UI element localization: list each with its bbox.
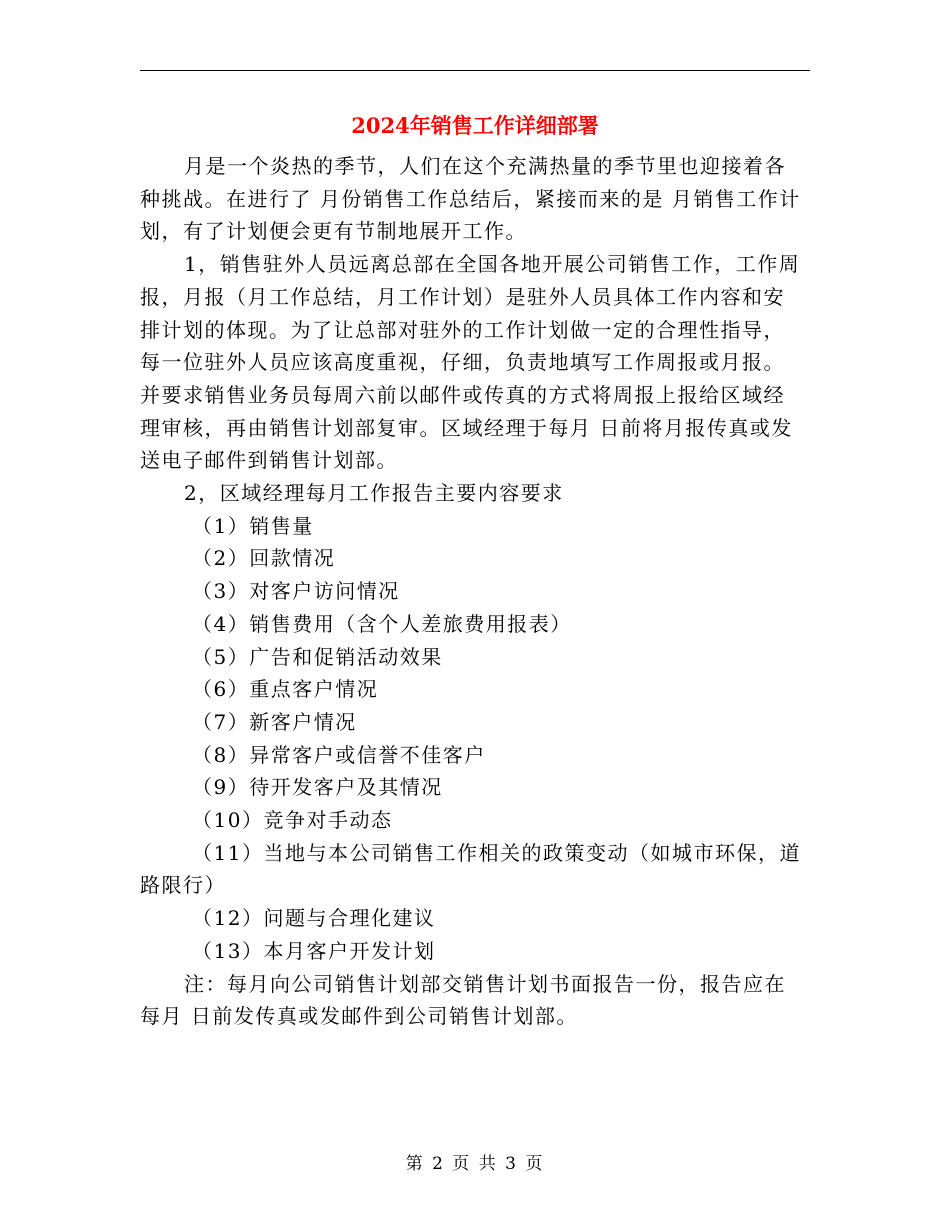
list-item: （6）重点客户情况 — [192, 677, 379, 702]
list-item: （2）回款情况 — [192, 546, 336, 571]
list-item: （4）销售费用（含个人差旅费用报表） — [192, 611, 572, 636]
header-rule — [140, 70, 810, 71]
document-title: 2024年销售工作详细部署 — [351, 113, 599, 138]
list-item: （5）广告和促销活动效果 — [192, 644, 443, 669]
list-item: （10）竞争对手动态 — [192, 808, 393, 833]
page-number: 第 2 页 共 3 页 — [405, 1154, 545, 1174]
intro-paragraph: 月是一个炎热的季节，人们在这个充满热量的季节里也迎接着各种挑战。在进行了 月份销售工作总结后，紧接而来的是 月销售工作计划，有了计划便会更有节制地展开工作。 — [140, 154, 801, 244]
list-item: （12）问题与合理化建议 — [192, 906, 436, 931]
list-item: （8）异常客户或信誉不佳客户 — [192, 742, 486, 767]
note-paragraph: 注：每月向公司销售计划部交销售计划书面报告一份，报告应在每月 日前发传真或发邮件到公司销售计划部。 — [140, 971, 786, 1029]
paragraph-2: 2，区域经理每月工作报告主要内容要求 — [184, 481, 564, 506]
list-item: （11）当地与本公司销售工作相关的政策变动（如城市环保，道路限行） — [140, 840, 801, 898]
document-body — [140, 150, 802, 1033]
paragraph-1: 1，销售驻外人员远离总部在全国各地开展公司销售工作，工作周报，月报（月工作总结，月工作计划）是驻外人员具体工作内容和安排计划的体现。为了让总部对驻外的工作计划做一定的合理性指导，每一位驻外人员应该高度重视，仔细，负责地填写工作周报或月报。并要求销售业务员每周六前以邮件或传真的方式将周报上报给区域经理审核，再由销售计划部复审。区域经理于每月 日前将月报传真或发送电子邮件到销售计划部。 — [140, 252, 801, 473]
list-item: （7）新客户情况 — [192, 709, 357, 734]
list-item: （1）销售量 — [192, 513, 314, 538]
list-item: （9）待开发客户及其情况 — [192, 775, 443, 800]
list-item: （13）本月客户开发计划 — [192, 938, 436, 963]
list-item: （3）对客户访问情况 — [192, 579, 400, 604]
